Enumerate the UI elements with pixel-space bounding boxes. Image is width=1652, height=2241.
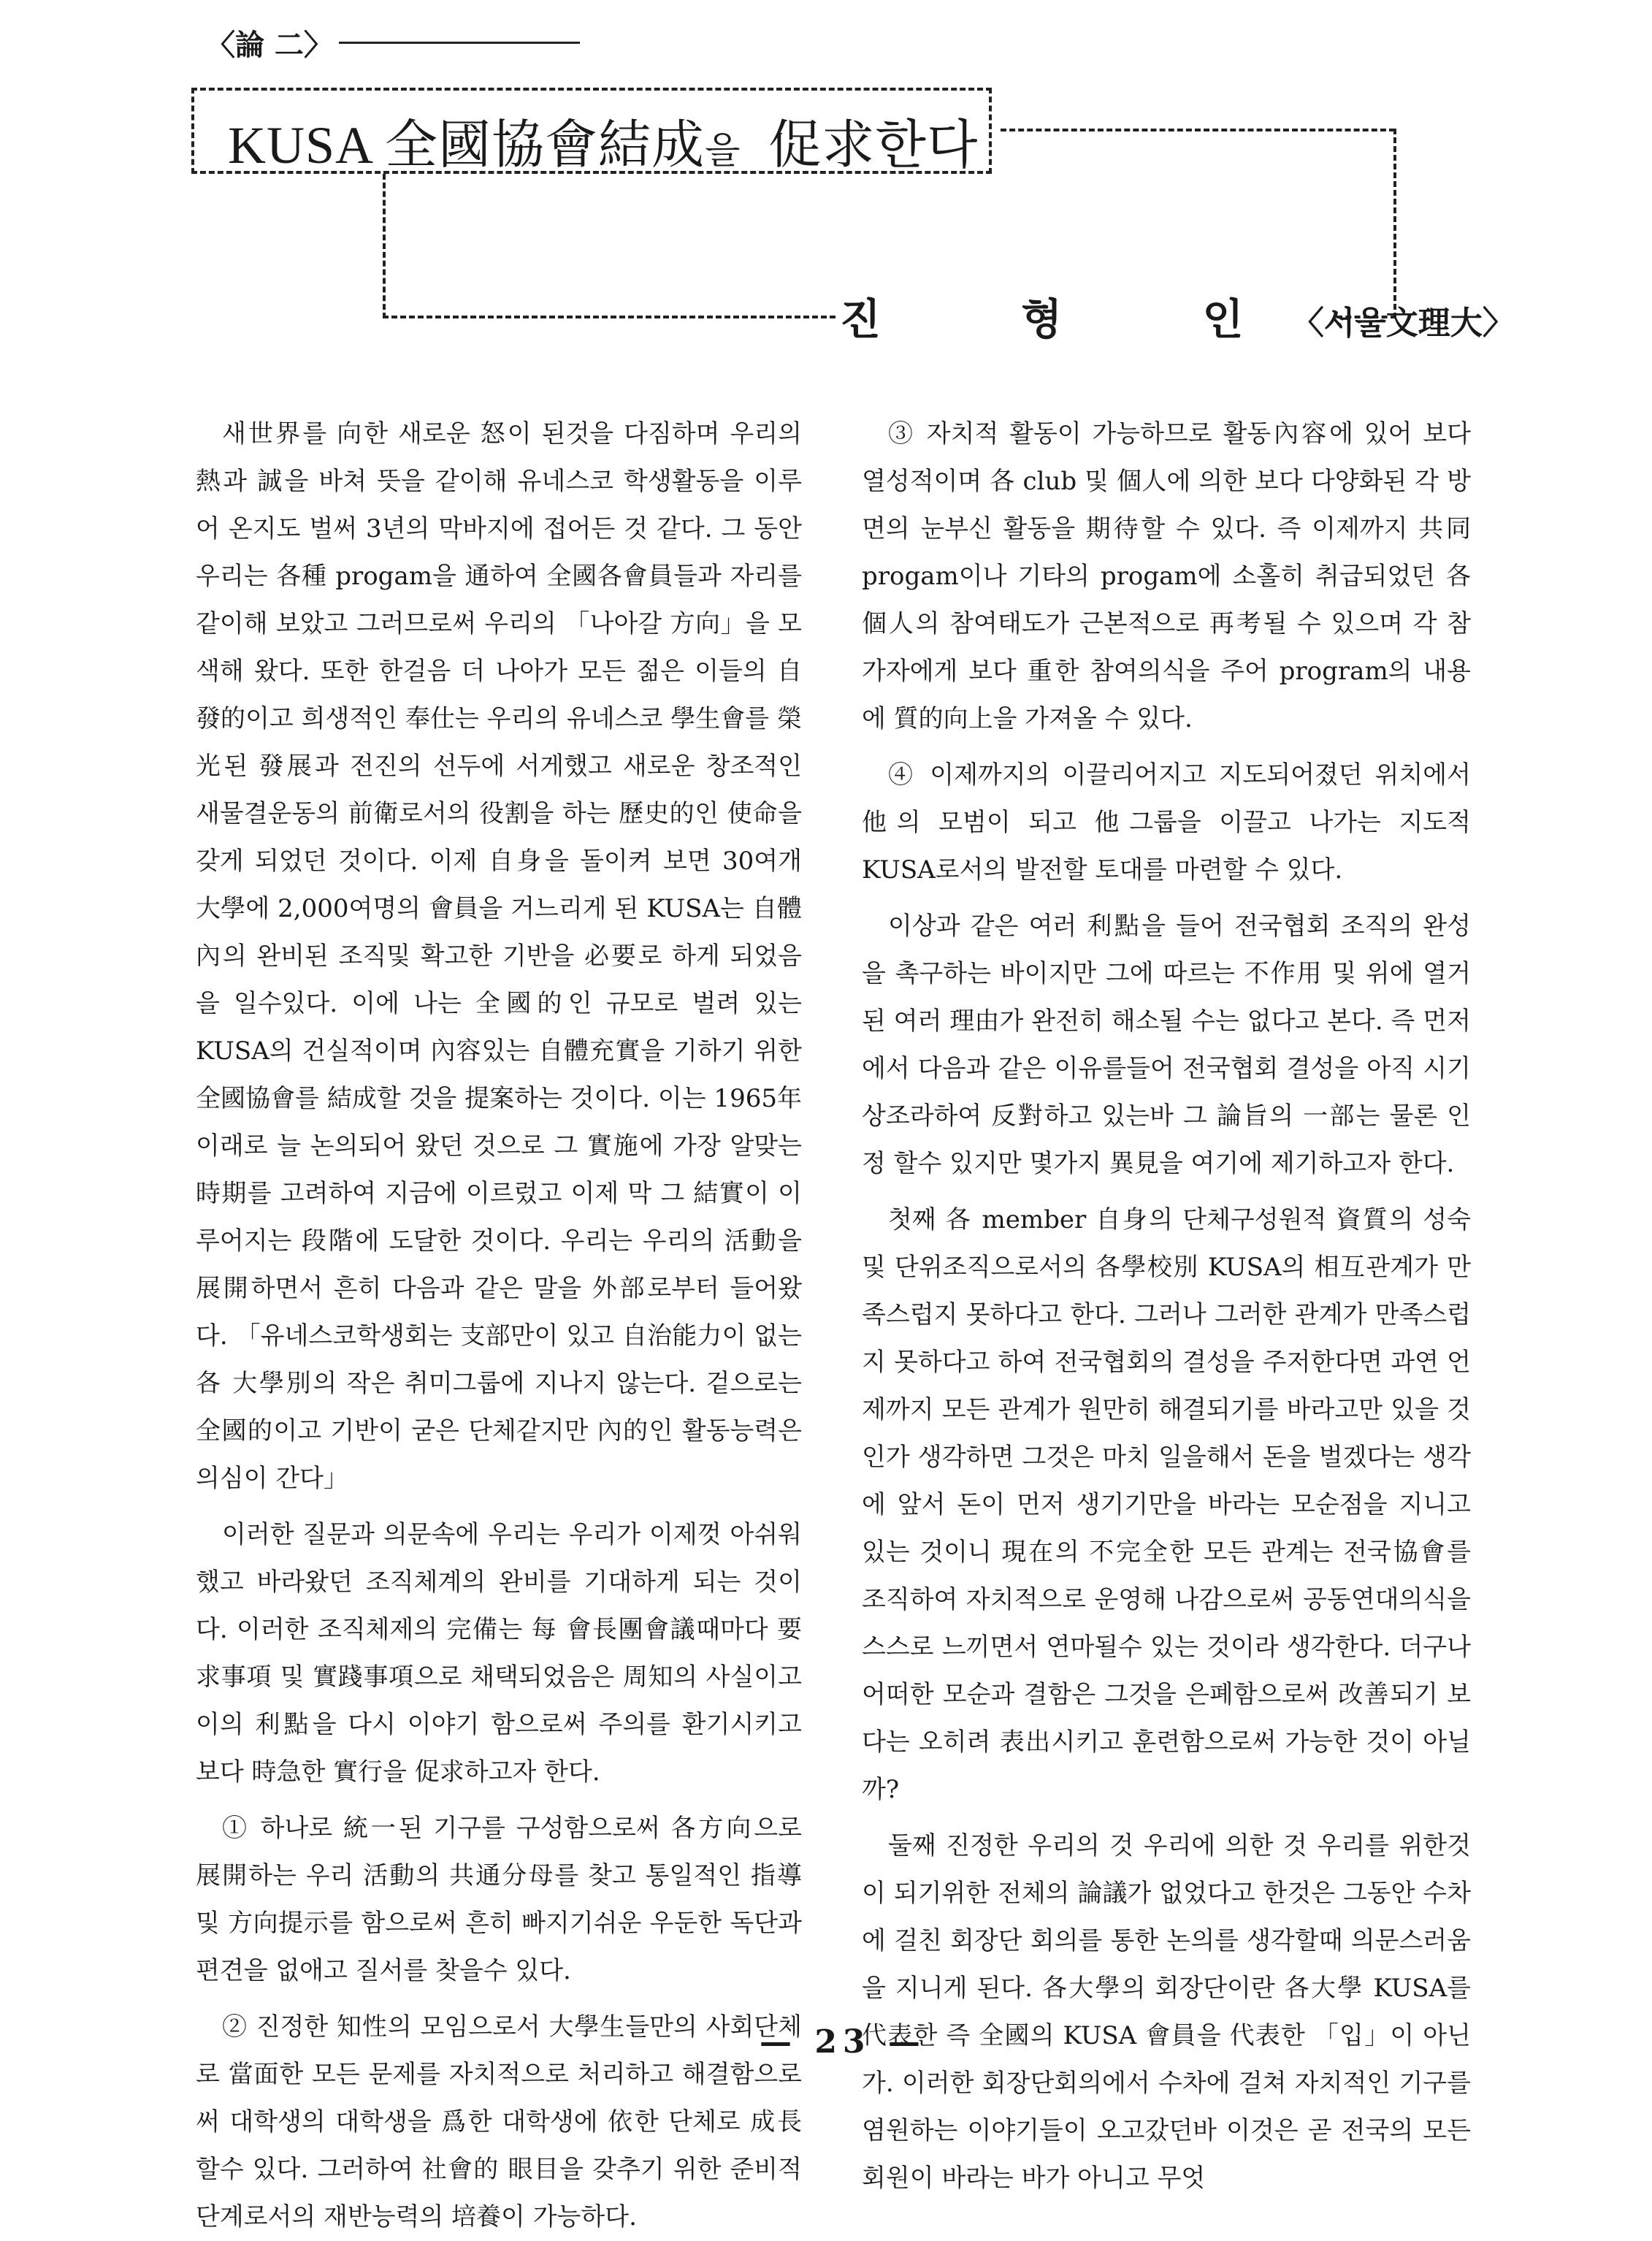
article-title xyxy=(228,102,978,178)
paragraph: 새世界를 向한 새로운 怒이 된것을 다짐하며 우리의 熱과 誠을 바쳐 뜻을 같이해 유네스코 학생활동을 이루어 온지도 벌써 3년의 막바지에 접어든 것 같다. 그 동안 우리는 各種 progam을 通하여 全國各會員들과 자리를 같이해 보았고 그러므로써 우리의 「나아갈 方向」을 모색해 왔다. 또한 한걸음 더 나아가 모든 젊은 이들의 自發的이고 희생적인 奉仕는 우리의 유네스코 學生會를 榮光된 發展과 전진의 선두에 서게했고 새로운 창조적인 새물결운동의 前衛로서의 役割을 하는 歷史的인 使命을 갖게 되었던 것이다. 이제 自身을 돌이켜 보면 30여개 大學에 2,000여명의 會員을 거느리게 된 KUSA는 自體內의 완비된 조직및 확고한 기반을 必要로 하게 되었음을 일수있다. 이에 나는 全國的인 규모로 벌려 있는 KUSA의 건실적이며 內容있는 自體充實을 기하기 위한 全國協會를 結成할 것을 提案하는 것이다. 이는 1965年 이래로 늘 논의되어 왔던 것으로 그 實施에 가장 알맞는 時期를 고려하여 지금에 이르렀고 이제 막 그 結實이 이루어지는 段階에 도달한 것이다. 우리는 우리의 活動을 展開하면서 흔히 다음과 같은 말을 外部로부터 들어왔다. 「유네스코학생회는 支部만이 있고 自治能力이 없는 各 大學別의 작은 취미그룹에 지나지 않는다. 겉으로는 全國的이고 기반이 굳은 단체같지만 內的인 활동능력은 의심이 간다」 xyxy=(196,419,803,1493)
paragraph: ④ 이제까지의 이끌리어지고 지도되어졌던 위치에서 他의 모범이 되고 他그룹을 이끌고 나가는 지도적 KUSA로서의 발전할 토대를 마련할 수 있다. xyxy=(862,760,1471,885)
byline xyxy=(840,285,1515,346)
author-name: 진 형 인 xyxy=(840,294,1307,344)
section-tag xyxy=(206,22,580,64)
paragraph: ② 진정한 知性의 모임으로서 大學生들만의 사회단체로 當面한 모든 문제를 자치적으로 처리하고 해결함으로써 대학생의 대학생을 爲한 대학생에 依한 단체로 成長할수 있다. 그러하여 社會的 眼目을 갖추기 위한 준비적 단계로서의 재반능력의 培養이 가능하다. xyxy=(196,2012,802,2232)
paragraph: 이러한 질문과 의문속에 우리는 우리가 이제껏 아쉬워했고 바라왔던 조직체계의 완비를 기대하게 되는 것이다. 이러한 조직체제의 完備는 每 會長團會議때마다 要求事項 및 實踐事項으로 채택되었음은 周知의 사실이고 이의 利點을 다시 이야기 함으로써 주의를 환기시키고 보다 時急한 實行을 促求하고자 한다. xyxy=(196,1520,802,1787)
title-end: 促求한다 xyxy=(768,116,979,175)
title-main: KUSA 全國協會結成 xyxy=(228,116,705,175)
right-column xyxy=(862,411,1471,2202)
section-tag-rule xyxy=(339,42,580,44)
paragraph: 이상과 같은 여러 利點을 들어 전국협회 조직의 완성을 촉구하는 바이지만 그에 따르는 不作用 및 위에 열거된 여러 理由가 완전히 해소될 수는 없다고 본다. 즉 먼저에서 다음과 같은 이유를들어 전국협회 결성을 아직 시기상조라하여 反對하고 있는바 그 論旨의 一部는 물론 인정 할수 있지만 몇가지 異見을 여기에 제기하고자 한다. xyxy=(862,912,1471,1178)
page-number: — 23 — xyxy=(760,2023,926,2061)
left-column xyxy=(196,411,802,2241)
paragraph: ① 하나로 統一된 기구를 구성함으로써 各方向으로 展開하는 우리 活動의 共通分母를 찾고 통일적인 指導 및 方向提示를 함으로써 흔히 빠지기쉬운 우둔한 독단과 편견을 없애고 질서를 찾을수 있다. xyxy=(196,1814,802,1985)
frame-dash-left xyxy=(383,174,386,318)
frame-dash-top-right xyxy=(1001,129,1395,131)
title-particle: 을 xyxy=(705,130,741,171)
author-affiliation: 〈서울文理大〉 xyxy=(1291,305,1515,342)
section-tag-label: 〈論 二〉 xyxy=(206,28,333,62)
paragraph: ③ 자치적 활동이 가능하므로 활동內容에 있어 보다 열성적이며 各 club 및 個人에 의한 보다 다양화된 각 방면의 눈부신 활동을 期待할 수 있다. 즉 이제까지 共同 progam이나 기타의 progam에 소홀히 취급되었던 各個人의 참여태도가 근본적으로 再考될 수 있으며 각 참가자에게 보다 重한 참여의식을 주어 program의 내용에 質的向上을 가져올 수 있다. xyxy=(862,419,1471,733)
paragraph: 둘째 진정한 우리의 것 우리에 의한 것 우리를 위한것이 되기위한 전체의 論議가 없었다고 한것은 그동안 수차에 걸친 회장단 회의를 통한 논의를 생각할때 의문스러움을 지니게 된다. 各大學의 회장단이란 各大學 KUSA를 代表한 즉 全國의 KUSA 會員을 代表한 「입」이 아닌가. 이러한 회장단회의에서 수차에 걸쳐 자치적인 기구를 염원하는 이야기들이 오고갔던바 이것은 곧 전국의 모든회원이 바라는 바가 아니고 무엇 xyxy=(862,1831,1471,2193)
frame-dash-bottom xyxy=(383,316,835,318)
paragraph: 첫째 各 member 自身의 단체구성원적 資質의 성숙 및 단위조직으로서의 各學校別 KUSA의 相互관계가 만족스럽지 못하다고 한다. 그러나 그러한 관계가 만족스럽지 못하다고 하여 전국협회의 결성을 주저한다면 과연 언제까지 모든 관계가 원만히 해결되기를 바라고만 있을 것인가 생각하면 그것은 마치 일을해서 돈을 벌겠다는 생각에 앞서 돈이 먼저 생기기만을 바라는 모순점을 지니고 있는 것이니 現在의 不完全한 모든 관계는 전국協會를 조직하여 자치적으로 운영해 나감으로써 공동연대의식을 스스로 느끼면서 연마될수 있는 것이라 생각한다. 더구나 어떠한 모순과 결함은 그것을 은폐함으로써 改善되기 보다는 오히려 表出시키고 훈련함으로써 가능한 것이 아닐까? xyxy=(862,1205,1471,1804)
